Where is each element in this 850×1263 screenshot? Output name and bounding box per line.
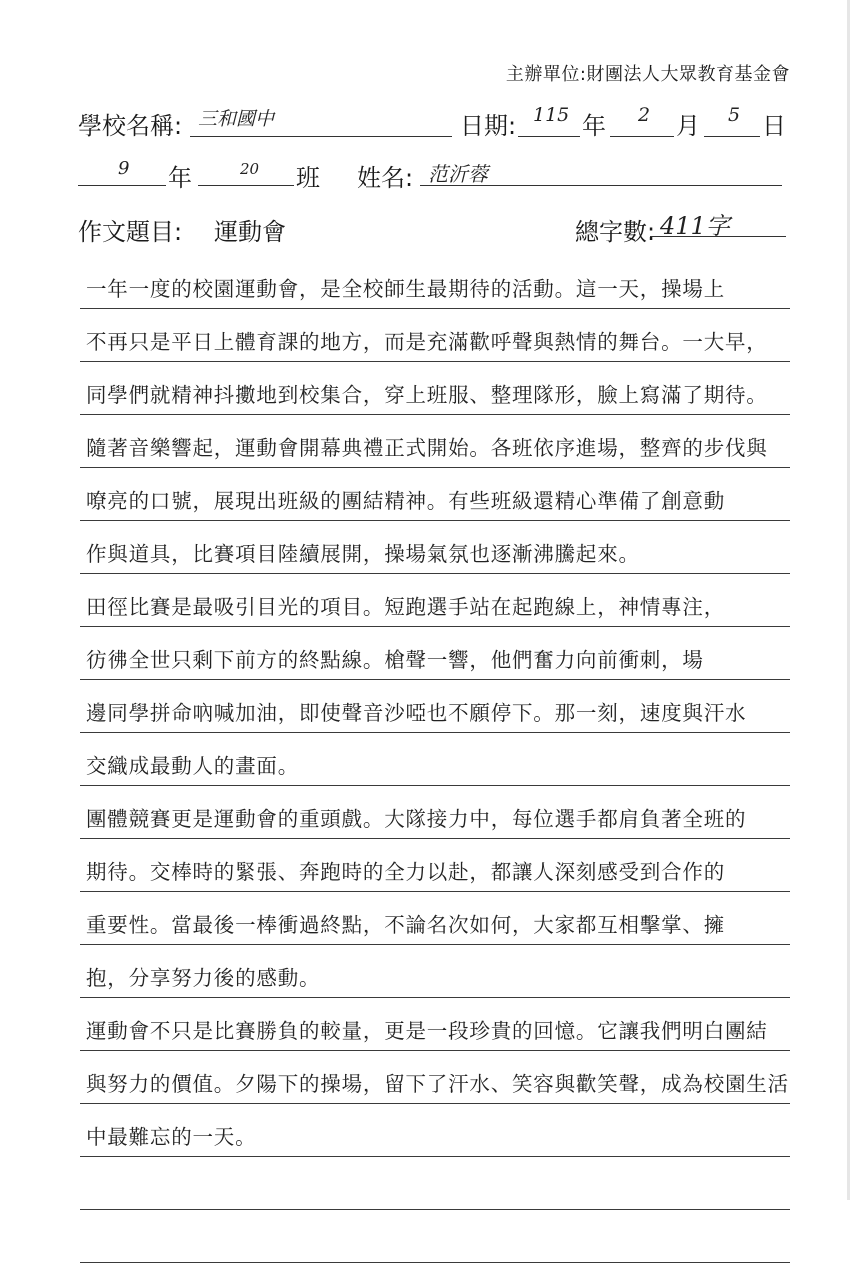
essay-line — [80, 574, 790, 627]
essay-line — [80, 362, 790, 415]
essay-line — [80, 786, 790, 839]
grade-underline — [78, 185, 166, 186]
date-year-underline — [518, 136, 580, 137]
essay-line — [80, 1104, 790, 1157]
essay-line-text: 一年一度的校園運動會，是全校師生最期待的活動。這一天，操場上 — [86, 277, 725, 301]
essay-line — [80, 892, 790, 945]
essay-line — [80, 521, 790, 574]
essay-line-text: 彷彿全世只剩下前方的終點線。槍聲一響，他們奮力向前衝刺，場 — [86, 648, 704, 672]
class-underline — [198, 185, 294, 186]
name-underline — [420, 185, 782, 186]
essay-line-text: 不再只是平日上體育課的地方，而是充滿歡呼聲與熱情的舞台。一大早， — [86, 330, 768, 354]
essay-line — [80, 839, 790, 892]
essay-line-text: 隨著音樂響起，運動會開幕典禮正式開始。各班依序進場，整齊的步伐與 — [86, 436, 768, 460]
grade-value: 9 — [118, 158, 130, 179]
essay-line — [80, 1051, 790, 1104]
word-count-underline — [650, 236, 786, 237]
essay-line — [80, 1210, 790, 1263]
essay-line-text: 同學們就精神抖擻地到校集合，穿上班服、整理隊形，臉上寫滿了期待。 — [86, 383, 768, 407]
name-value: 范沂蓉 — [428, 162, 488, 186]
name-label: 姓名: — [357, 164, 414, 192]
title-value: 運動會 — [214, 218, 286, 246]
date-month: 2 — [638, 104, 651, 126]
essay-line — [80, 1157, 790, 1210]
essay-line-text: 嘹亮的口號，展現出班級的團結精神。有些班級還精心準備了創意動 — [86, 489, 725, 513]
essay-line — [80, 309, 790, 362]
essay-line-text: 作與道具，比賽項目陸續展開，操場氣氛也逐漸沸騰起來。 — [86, 542, 640, 566]
date-day-underline — [704, 136, 760, 137]
school-label: 學校名稱: — [78, 112, 183, 140]
essay-line-text: 期待。交棒時的緊張、奔跑時的全力以赴，都讓人深刻感受到合作的 — [86, 860, 725, 884]
essay-line-text: 運動會不只是比賽勝負的較量，更是一段珍貴的回憶。它讓我們明白團結 — [86, 1019, 768, 1043]
essay-line-text: 中最難忘的一天。 — [86, 1125, 257, 1149]
essay-line — [80, 733, 790, 786]
grade-label: 年 — [168, 164, 192, 192]
school-underline — [190, 136, 452, 137]
class-label: 班 — [296, 164, 320, 192]
title-label: 作文題目: — [78, 218, 183, 246]
essay-line-text: 邊同學拼命吶喊加油，即使聲音沙啞也不願停下。那一刻，速度與汗水 — [86, 701, 747, 725]
essay-line — [80, 256, 790, 309]
year-label: 年 — [582, 112, 606, 140]
essay-line-text: 重要性。當最後一棒衝過終點，不論名次如何，大家都互相擊掌、擁 — [86, 913, 725, 937]
month-label: 月 — [676, 112, 700, 140]
word-count-label: 總字數: — [575, 218, 656, 246]
day-label: 日 — [762, 112, 786, 140]
organizer-text: 主辦單位:財團法人大眾教育基金會 — [505, 64, 790, 85]
date-year: 115 — [533, 104, 570, 126]
essay-line — [80, 680, 790, 733]
date-month-underline — [610, 136, 674, 137]
essay-line — [80, 415, 790, 468]
essay-line-text: 團體競賽更是運動會的重頭戲。大隊接力中，每位選手都肩負著全班的 — [86, 807, 747, 831]
essay-line — [80, 468, 790, 521]
date-label: 日期: — [460, 112, 517, 140]
essay-line — [80, 998, 790, 1051]
essay-line-text: 抱，分享努力後的感動。 — [86, 966, 321, 990]
essay-line-text: 與努力的價值。夕陽下的操場，留下了汗水、笑容與歡笑聲，成為校園生活 — [86, 1072, 789, 1096]
word-count-value: 411字 — [660, 212, 730, 240]
date-day: 5 — [728, 104, 741, 126]
essay-line-text: 田徑比賽是最吸引目光的項目。短跑選手站在起跑線上，神情專注， — [86, 595, 725, 619]
school-value: 三和國中 — [198, 108, 275, 130]
class-value: 20 — [240, 160, 260, 178]
essay-line — [80, 945, 790, 998]
essay-body — [80, 256, 790, 1263]
essay-line-text: 交織成最動人的畫面。 — [86, 754, 299, 778]
essay-line — [80, 627, 790, 680]
